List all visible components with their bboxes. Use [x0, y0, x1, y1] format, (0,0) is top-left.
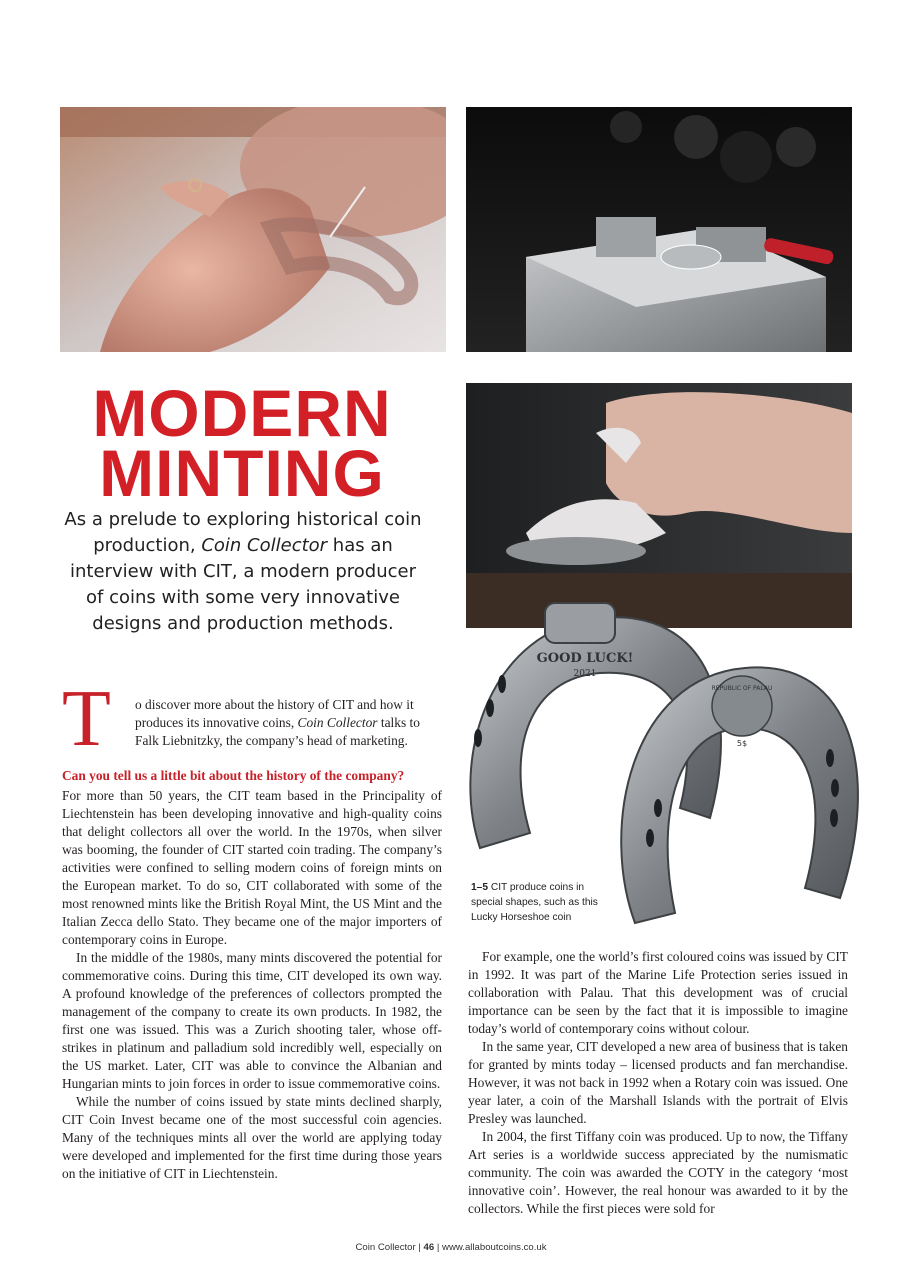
coin-denomination: 5$: [736, 739, 748, 748]
page-footer: Coin Collector | 46 | www.allaboutcoins.co.uk: [355, 1242, 547, 1253]
image-caption: 1–5 CIT produce coins in special shapes, such as this Lucky Horseshoe coin: [471, 882, 598, 923]
magazine-name: Coin Collector: [201, 535, 328, 556]
caption-ref: 1–5: [471, 882, 488, 893]
paragraph: For example, one the world’s first coloured coins was issued by CIT in 1992. It was part of the Marine Life Protection series issued in collaboration with Palau. That this development was of crucial importance can be seen by the fact that it is impossible to imagine today’s world of contemporary coins without colour.: [468, 949, 848, 1036]
photo-hand-painting-coin: [60, 107, 446, 352]
body-column-left: [62, 787, 442, 1183]
article-intro: As a prelude to exploring historical coin production, Coin Collector has an interview with CIT, a modern producer of coins with some very innovative designs and production methods.: [64, 509, 422, 634]
photo-minting-machine: [466, 107, 852, 352]
page-number: 46: [423, 1242, 435, 1253]
title-line-2: MINTING: [99, 436, 385, 510]
paragraph: For more than 50 years, the CIT team based in the Principality of Liechtenstein has been developing innovative and high-quality coins that delight collectors all over the world. In the 1970s, when silver was booming, the founder of CIT started coin trading. The company’s activities were confined to selling modern coins of foreign mints on the European market. To do so, CIT collaborated with some of the most renowned mints like the British Royal Mint, the US Mint and the Italian Zecca dello Stato. They became one of the major importers of contemporary coins in Europe.: [62, 788, 442, 947]
body-column-right: [468, 948, 848, 1218]
paragraph: In 2004, the first Tiffany coin was produced. Up to now, the Tiffany Art series is a worldwide success appreciated by the numismatic community. The coin was awarded the COTY in the category ‘most innovative coin’. However, the real honour was awarded to it by the collectors. While the first pieces were sold for: [468, 1129, 848, 1216]
coin-rim-text: REPUBLIC OF PALAU: [711, 685, 773, 692]
article-title: [60, 376, 424, 510]
title-line-1: MODERN: [92, 376, 392, 450]
footer-magazine: Coin Collector: [355, 1242, 416, 1253]
drop-cap: T: [62, 675, 111, 763]
svg-text:GOOD LUCK!: GOOD LUCK!: [536, 651, 634, 666]
paragraph: In the same year, CIT developed a new area of business that is taken for granted by mints today – licensed products and fan merchandise. However, it was not back in 1992 when a Rotary coin was issued. One year later, a coin of the Marshall Islands with the portrait of Elvis Presley was launched.: [468, 1039, 848, 1126]
paragraph: In the middle of the 1980s, many mints discovered the potential for commemorative coins. During this time, CIT developed its own way. A profound knowledge of the preferences of collectors prompted the management of the company to create its own products. In 1982, the first one was issued. This was a Zurich shooting taler, whose off-strikes in platinum and palladium sold incredibly well, especially on the US market. Later, CIT was able to convince the Albanian and Hungarian mints to join forces in order to issue commemorative coins.: [62, 950, 442, 1091]
lead-paragraph: o discover more about the history of CIT and how it produces its innovative coins, Coin Collector talks to Falk Liebnitzky, the company’s head of marketing.: [135, 697, 420, 748]
footer-website: www.allaboutcoins.co.uk: [442, 1242, 547, 1253]
interview-question: Can you tell us a little bit about the history of the company?: [62, 768, 405, 783]
svg-text:2021: 2021: [573, 669, 597, 679]
paragraph: While the number of coins issued by state mints declined sharply, CIT Coin Invest became one of the most successful coin agencies. Many of the techniques mints all over the world are applying today were developed and implemented for the first time during those years on the initiative of CIT in Liechtenstein.: [62, 1094, 442, 1181]
